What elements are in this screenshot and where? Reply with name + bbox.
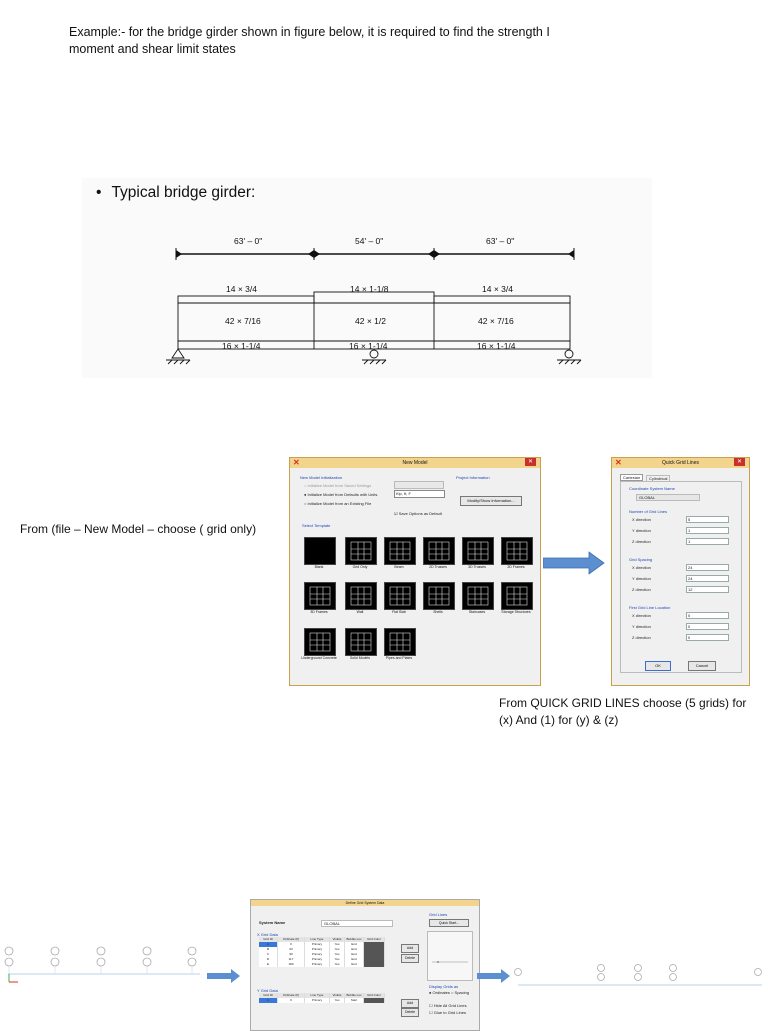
intro-paragraph — [69, 24, 629, 58]
table-cell: Ordinate (ft) — [278, 993, 305, 998]
first-label: X direction — [632, 613, 651, 618]
glue-checkbox[interactable]: ☐ Glue to Grid Lines — [429, 1010, 466, 1015]
first-x-input[interactable]: 0 — [686, 612, 729, 619]
table-cell: Yes — [330, 957, 345, 962]
template-3d-frames-button[interactable] — [304, 582, 336, 610]
table-cell: 0 — [278, 998, 305, 1003]
modify-info-button[interactable]: Modify/Show Information... — [460, 496, 522, 506]
tab-cylindrical[interactable]: Cylindrical — [646, 475, 670, 482]
template-label: Storage Structures — [501, 610, 531, 614]
close-button[interactable]: ✕ — [525, 458, 536, 466]
table-cell — [364, 962, 385, 967]
top-flange-right — [434, 296, 570, 303]
template-label: Beam — [394, 565, 404, 569]
template-staircases-button[interactable] — [462, 582, 494, 610]
table-cell: End — [345, 962, 364, 967]
opt-defaults-units[interactable]: ● Initialize Model from Defaults with Units — [304, 492, 378, 497]
table-cell: 0 — [278, 942, 305, 947]
new-model-title: New Model — [402, 460, 428, 466]
spacing-label: X direction — [632, 565, 651, 570]
table-cell: 90 — [278, 952, 305, 957]
table-cell — [364, 998, 385, 1003]
y-grid-header: Y Grid Data — [257, 988, 278, 993]
template-flat-slab-button[interactable] — [384, 582, 416, 610]
web-label-3: 42 × 7/16 — [478, 316, 514, 326]
cancel-button[interactable]: Cancel — [688, 661, 716, 671]
coord-system-label: Coordinate System Name — [629, 486, 675, 491]
spacing-x-input[interactable]: 24 — [686, 564, 729, 571]
table-cell: Grid ID — [259, 993, 278, 998]
dim-arrow-left — [176, 250, 182, 258]
grid-data-titlebar: Define Grid System Data — [251, 900, 479, 906]
tab-cartesian[interactable]: Cartesian — [620, 474, 643, 481]
table-cell: Bubble Loc — [345, 993, 364, 998]
dim-arrow-right — [568, 250, 574, 258]
table-cell: Grid Color — [364, 937, 385, 942]
grid-preview-right — [510, 955, 768, 995]
template-storage-structures-button[interactable] — [501, 582, 533, 610]
support-right — [557, 350, 581, 364]
support-left — [166, 349, 190, 364]
template-label: 2D Trusses — [429, 565, 447, 569]
num-x-input[interactable]: 5 — [686, 516, 729, 523]
template-pipes-and-plates-button[interactable] — [384, 628, 416, 656]
quick-grid-titlebar — [612, 458, 749, 468]
web-label-1: 42 × 7/16 — [225, 316, 261, 326]
table-cell: Primary — [305, 957, 330, 962]
support-middle — [362, 350, 386, 364]
spacing-label: Z direction — [632, 587, 651, 592]
template-label: Staircases — [468, 610, 486, 614]
spacing-y-input[interactable]: 24 — [686, 575, 729, 582]
x-grid-header: X Grid Data — [257, 932, 278, 937]
close-button[interactable]: ✕ — [734, 458, 745, 466]
arrow-right-icon — [543, 551, 605, 575]
num-z-input[interactable]: 1 — [686, 538, 729, 545]
app-icon: ✕ — [615, 458, 622, 467]
table-cell: Yes — [330, 947, 345, 952]
top-flange-label-3: 14 × 3/4 — [482, 284, 513, 294]
template-solid-models-button[interactable] — [345, 628, 377, 656]
grid-spacing-header: Grid Spacing — [629, 557, 653, 562]
bottom-flange-label-1: 16 × 1-1/4 — [222, 341, 261, 351]
display-grids-header: Display Grids as — [429, 984, 459, 989]
table-cell: Line Type — [305, 993, 330, 998]
add-y-button[interactable]: Add — [401, 999, 419, 1008]
table-cell: 63 — [278, 947, 305, 952]
template-underground-concrete-button[interactable] — [304, 628, 336, 656]
table-cell: Primary — [305, 998, 330, 1003]
intro-line-1: Example:- for the bridge girder shown in figure below, it is required to find the strength I — [69, 25, 550, 39]
quick-start-button[interactable]: Quick Start... — [429, 919, 469, 927]
table-cell: Bubble Loc — [345, 937, 364, 942]
ordinates-radio[interactable]: ● Ordinates — [429, 990, 450, 995]
template-label: Flat Slab — [392, 610, 406, 614]
system-name-label: System Name — [259, 920, 286, 925]
table-cell: End — [345, 957, 364, 962]
opt-existing-file[interactable]: ○ Initialize Model from an Existing File — [304, 501, 372, 506]
table-cell: Grid Color — [364, 993, 385, 998]
table-row[interactable] — [259, 962, 395, 967]
delete-y-button[interactable]: Delete — [401, 1008, 419, 1017]
template-beam-button[interactable] — [384, 537, 416, 565]
table-cell: D — [259, 957, 278, 962]
table-cell: Start — [345, 998, 364, 1003]
template-label: Solid Models — [349, 656, 371, 660]
table-cell: Primary — [305, 962, 330, 967]
template-label: Underground Concrete — [301, 656, 337, 660]
span-label-2: 54' – 0" — [355, 236, 384, 246]
num-label: Z direction — [632, 539, 651, 544]
add-button[interactable]: Add — [401, 944, 419, 953]
select-template-header: Select Template — [302, 523, 331, 528]
num-label: Y direction — [632, 528, 651, 533]
table-cell: Visible — [330, 937, 345, 942]
grid-preview-left — [0, 940, 210, 990]
table-cell: Yes — [330, 942, 345, 947]
web-label-2: 42 × 1/2 — [355, 316, 386, 326]
table-cell: Visible — [330, 993, 345, 998]
arrow-right-icon — [477, 969, 511, 983]
arrow-right-icon — [207, 969, 241, 983]
y-grid-table — [259, 993, 395, 1003]
table-cell: Ordinate (ft) — [278, 937, 305, 942]
x-grid-table — [259, 937, 395, 967]
spacing-z-input[interactable]: 12 — [686, 586, 729, 593]
table-cell: E — [259, 962, 278, 967]
project-header: Project Information — [456, 475, 490, 480]
step2-caption-line-1: From QUICK GRID LINES choose (5 grids) for — [499, 696, 747, 710]
grid-lines-header: Grid Lines — [429, 912, 448, 917]
table-cell: 1 — [259, 998, 278, 1003]
table-cell: Yes — [330, 952, 345, 957]
first-z-input[interactable]: 0 — [686, 634, 729, 641]
num-label: X direction — [632, 517, 651, 522]
template-label: Grid Only — [352, 565, 368, 569]
template-shells-button[interactable] — [423, 582, 455, 610]
table-cell: Primary — [305, 942, 330, 947]
step2-caption — [499, 695, 746, 729]
init-header: New Model Initialization — [300, 475, 343, 480]
bullet: • — [96, 184, 102, 201]
template-label: Pipes and Plates — [385, 656, 413, 660]
table-cell: Yes — [330, 962, 345, 967]
intro-line-2: moment and shear limit states — [69, 42, 236, 56]
new-model-dialog — [289, 457, 541, 686]
template-label: 3D Frames — [310, 610, 328, 614]
template-label: 3D Trusses — [468, 565, 486, 569]
template-blank-button[interactable] — [304, 537, 336, 565]
span-label-3: 63' – 0" — [486, 236, 515, 246]
step1-caption: From (file – New Model – choose ( grid only) — [20, 522, 257, 536]
table-cell: Primary — [305, 952, 330, 957]
figure-title-text: Typical bridge girder: — [111, 184, 256, 201]
num-grid-header: Number of Grid Lines — [629, 509, 668, 514]
template-2d-frames-button[interactable] — [501, 537, 533, 565]
template-3d-trusses-button[interactable] — [462, 537, 494, 565]
top-flange-label-2: 14 × 1-1/8 — [350, 284, 389, 294]
system-name-input[interactable]: GLOBAL — [321, 920, 393, 927]
table-cell: 180 — [278, 962, 305, 967]
table-cell: End — [345, 942, 364, 947]
first-y-input[interactable]: 0 — [686, 623, 729, 630]
span-label-1: 63' – 0" — [234, 236, 263, 246]
table-row[interactable] — [259, 998, 395, 1003]
quick-grid-title: Quick Grid Lines — [662, 460, 699, 466]
grid-data-dialog — [250, 899, 480, 1031]
save-default-checkbox[interactable]: ☑ Save Options as Default — [394, 511, 442, 516]
saved-settings-select — [394, 481, 444, 489]
template-label: 2D Frames — [507, 565, 525, 569]
units-select[interactable]: Kip, ft, F — [394, 490, 445, 498]
coord-system-name: GLOBAL — [636, 494, 700, 501]
step2-caption-line-2: (x) And (1) for (y) & (z) — [499, 713, 619, 727]
table-cell: 117 — [278, 957, 305, 962]
first-label: Y direction — [632, 624, 651, 629]
table-cell: Line Type — [305, 937, 330, 942]
new-model-titlebar — [290, 458, 540, 468]
template-wall-button[interactable] — [345, 582, 377, 610]
spacing-label: Y direction — [632, 576, 651, 581]
spacing-radio[interactable]: ○ Spacing — [451, 990, 469, 995]
template-grid-only-button[interactable] — [345, 537, 377, 565]
table-cell: End — [345, 947, 364, 952]
table-cell: Yes — [330, 998, 345, 1003]
hide-all-checkbox[interactable]: ☐ Hide All Grid Lines — [429, 1003, 467, 1008]
num-y-input[interactable]: 1 — [686, 527, 729, 534]
top-flange-left — [178, 296, 314, 303]
bottom-flange-label-2: 16 × 1-1/4 — [349, 341, 388, 351]
template-label: Shells — [433, 610, 443, 614]
table-cell: End — [345, 952, 364, 957]
ok-button[interactable]: OK — [645, 661, 671, 671]
first-label: Z direction — [632, 635, 651, 640]
opt-saved-settings[interactable]: ○ Initialize Model from Saved Settings — [304, 483, 372, 488]
template-2d-trusses-button[interactable] — [423, 537, 455, 565]
table-cell: C — [259, 952, 278, 957]
bottom-flange-label-3: 16 × 1-1/4 — [477, 341, 516, 351]
table-cell: Grid ID — [259, 937, 278, 942]
top-flange-label-1: 14 × 3/4 — [226, 284, 257, 294]
template-label: Blank — [314, 565, 324, 569]
grid-preview-box — [427, 931, 473, 981]
quick-grid-dialog — [611, 457, 750, 686]
table-cell: A — [259, 942, 278, 947]
first-grid-header: First Grid Line Location — [629, 605, 671, 610]
bridge-girder-figure — [82, 178, 652, 378]
table-cell: Primary — [305, 947, 330, 952]
app-icon: ✕ — [293, 458, 300, 467]
delete-button[interactable]: Delete — [401, 954, 419, 963]
table-cell: B — [259, 947, 278, 952]
template-label: Wall — [356, 610, 364, 614]
